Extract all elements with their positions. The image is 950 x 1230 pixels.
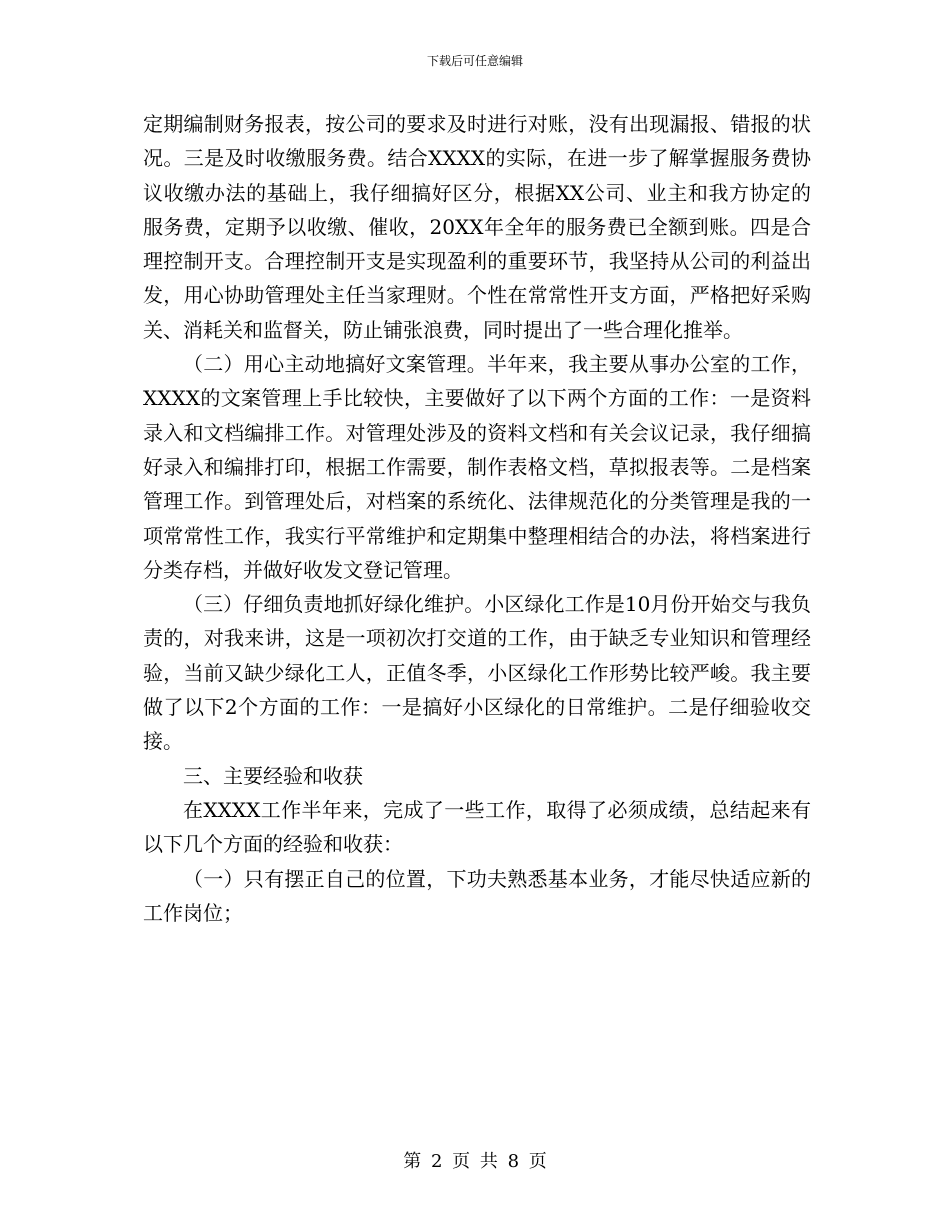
page-header-note: 下载后可任意编辑 bbox=[426, 54, 523, 68]
document-body bbox=[143, 107, 811, 930]
paragraph-experience-item-1: （一）只有摆正自己的位置，下功夫熟悉基本业务，才能尽快适应新的工作岗位； bbox=[143, 866, 811, 925]
page-number-footer: 第 2 页 共 8 页 bbox=[403, 1151, 547, 1172]
paragraph-document-management: （二）用心主动地搞好文案管理。半年来，我主要从事办公室的工作，XXXX的文案管理上手比较快，主要做好了以下两个方面的工作：一是资料录入和文档编排工作。对管理处涉及的资料文档和有关会议记录，我仔细搞好录入和编排打印，根据工作需要，制作表格文档，草拟报表等。二是档案管理工作。到管理处后，对档案的系统化、法律规范化的分类管理是我的一项常常性工作，我实行平常维护和定期集中整理相结合的办法，将档案进行分类存档，并做好收发文登记管理。 bbox=[143, 352, 811, 582]
paragraph-experience-intro: 在XXXX工作半年来，完成了一些工作，取得了必须成绩，总结起来有以下几个方面的经验和收获： bbox=[143, 797, 811, 857]
paragraph-finance-continued: 定期编制财务报表，按公司的要求及时进行对账，没有出现漏报、错报的状况。三是及时收缴服务费。结合XXXX的实际，在进一步了解掌握服务费协议收缴办法的基础上，我仔细搞好区分，根据XX公司、业主和我方协定的服务费，定期予以收缴、催收，20XX年全年的服务费已全额到账。四是合理控制开支。合理控制开支是实现盈利的重要环节，我坚持从公司的利益出发，用心协助管理处主任当家理财。个性在常常性开支方面，严格把好采购关、消耗关和监督关，防止铺张浪费，同时提出了一些合理化推举。 bbox=[143, 112, 811, 342]
section-heading-experience: 三、主要经验和收获 bbox=[183, 763, 363, 788]
paragraph-greening-maintenance: （三）仔细负责地抓好绿化维护。小区绿化工作是10月份开始交与我负责的，对我来讲，这是一项初次打交道的工作，由于缺乏专业知识和管理经验，当前又缺少绿化工人，正值冬季，小区绿化工作形势比较严峻。我主要做了以下2个方面的工作：一是搞好小区绿化的日常维护。二是仔细验收交接。 bbox=[143, 592, 811, 754]
